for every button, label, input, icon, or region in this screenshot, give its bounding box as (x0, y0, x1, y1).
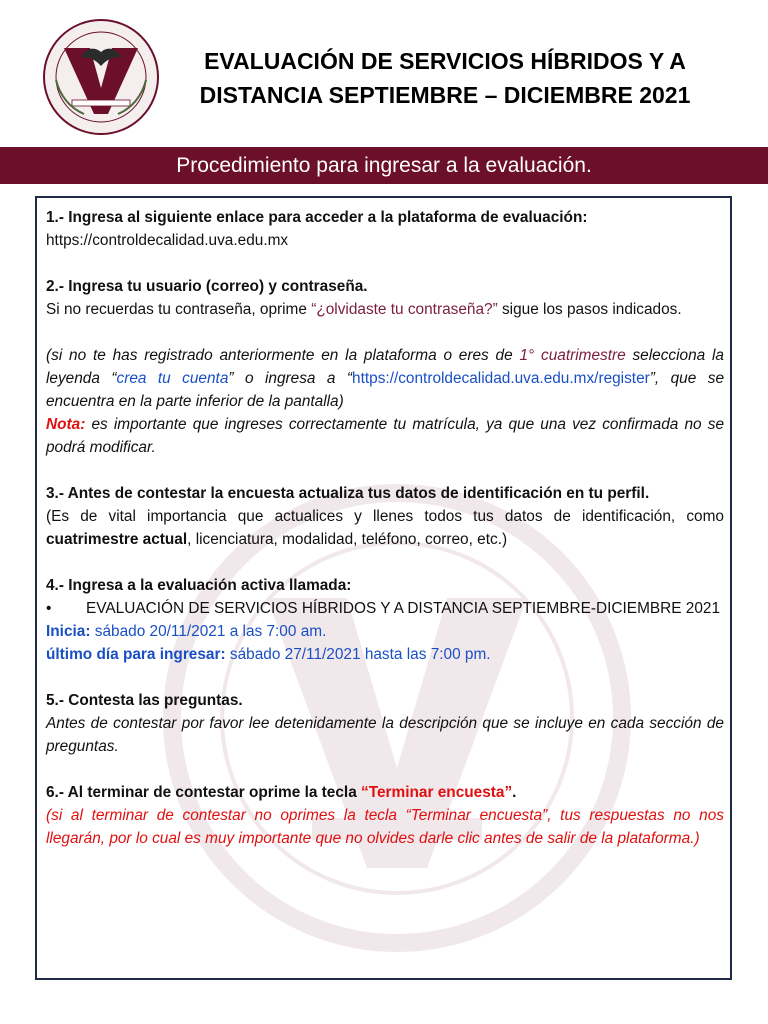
end-label: último día para ingresar: (46, 646, 226, 663)
page-header (0, 0, 768, 145)
end-date (46, 643, 724, 666)
step-1-heading: 1.- Ingresa al siguiente enlace para acceder a la plataforma de evaluación: (46, 209, 588, 226)
step-3-text (46, 505, 724, 551)
step-3-heading: 3.- Antes de contestar la encuesta actualiza tus datos de identificación en tu perfil. (46, 485, 650, 502)
first-term-highlight: 1° cuatrimestre (519, 347, 626, 364)
procedure-box (35, 196, 732, 980)
step-6-period: . (512, 784, 517, 801)
start-label: Inicia: (46, 623, 91, 640)
current-term-bold: cuatrimestre actual (46, 531, 188, 548)
finish-survey-key: “Terminar encuesta” (361, 784, 513, 801)
nota-text: es importante que ingreses correctamente tu matrícula, ya que una vez confirmada no se podrá modificar. (46, 416, 724, 456)
register-note-d: ”, que se encuentra en la parte inferior de la pantalla) (46, 370, 724, 410)
step-3-text-b: , licenciatura, modalidad, teléfono, correo, etc.) (187, 531, 508, 548)
start-value: sábado 20/11/2021 a las 7:00 am. (90, 623, 327, 640)
register-note-a: (si no te has registrado anteriormente en la plataforma o eres de (46, 347, 520, 364)
start-date (46, 620, 724, 643)
step-6-heading-text: 6.- Al terminar de contestar oprime la tecla (46, 784, 362, 801)
section-banner: Procedimiento para ingresar a la evaluación. (0, 147, 768, 184)
step-3-text-a: (Es de vital importancia que actualices y llenes todos tus datos de identificación, como (46, 508, 724, 525)
end-value: sábado 27/11/2021 hasta las 7:00 pm. (225, 646, 491, 663)
register-url-link[interactable]: https://controldecalidad.uva.edu.mx/register (352, 370, 650, 387)
step-5-text: Antes de contestar por favor lee detenidamente la descripción que se incluye en cada sección de preguntas. (46, 715, 724, 755)
step-2-heading: 2.- Ingresa tu usuario (correo) y contraseña. (46, 278, 368, 295)
step-6-note: (si al terminar de contestar no oprimes la tecla “Terminar encuesta”, tus respuestas no nos llegarán, por lo cual es muy importante que no olvides darle clic antes de salir de la plataforma.) (46, 807, 724, 847)
step-5-heading: 5.- Contesta las preguntas. (46, 692, 243, 709)
platform-url[interactable]: https://controldecalidad.uva.edu.mx (46, 232, 289, 249)
register-note-c: ” o ingresa a “ (228, 370, 353, 387)
evaluation-name: EVALUACIÓN DE SERVICIOS HÍBRIDOS Y A DISTANCIA SEPTIEMBRE-DICIEMBRE 2021 (86, 600, 721, 617)
forgot-password-link[interactable]: “¿olvidaste tu contraseña?” (311, 301, 498, 318)
step-2-text-a: Si no recuerdas tu contraseña, oprime (46, 301, 312, 318)
step-2-register-note (46, 344, 724, 413)
step-2-text (46, 298, 724, 321)
procedure-content (46, 206, 724, 850)
step-2-text-b: sigue los pasos indicados. (497, 301, 682, 318)
bullet-icon: • (46, 600, 52, 617)
register-note-b: selecciona la leyenda “ (46, 347, 724, 387)
evaluation-list-item (46, 597, 724, 620)
document-title (185, 44, 705, 112)
nota-label: Nota: (46, 416, 86, 433)
title-line-1: EVALUACIÓN DE SERVICIOS HÍBRIDOS Y A (204, 48, 686, 74)
step-6-heading (46, 781, 724, 804)
step-4-heading: 4.- Ingresa a la evaluación activa llamada: (46, 577, 352, 594)
step-2-nota (46, 413, 724, 459)
create-account-link[interactable]: crea tu cuenta (116, 370, 229, 387)
university-seal-logo (20, 18, 182, 136)
title-line-2: DISTANCIA SEPTIEMBRE – DICIEMBRE 2021 (199, 82, 691, 108)
